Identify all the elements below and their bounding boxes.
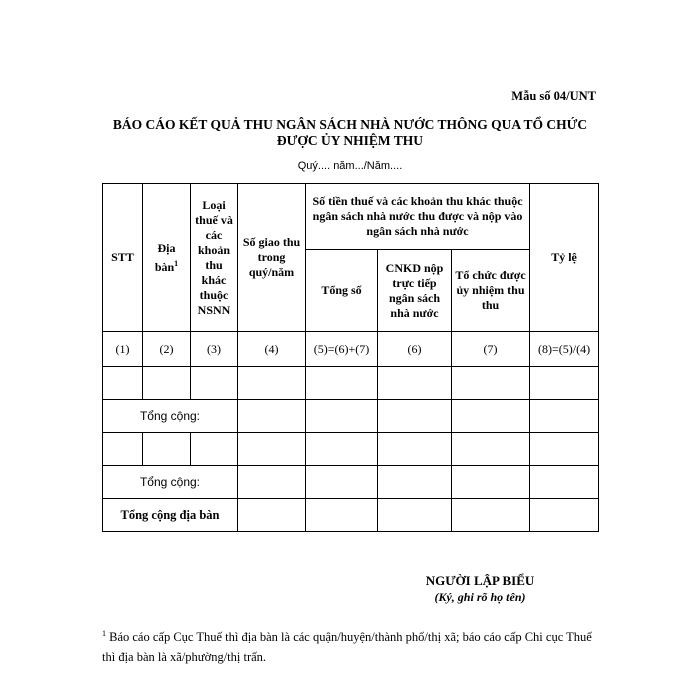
table-cell [306, 433, 378, 466]
footnote [102, 624, 602, 667]
table-cell [143, 433, 191, 466]
report-period: Quý.... năm.../Năm.... [297, 160, 403, 172]
report-table [102, 183, 599, 532]
column-number-1: (1) [103, 332, 143, 367]
subtotal-label: Tổng cộng: [103, 400, 238, 433]
header-so-giao-thu: Số giao thu trong quý/năm [238, 184, 306, 332]
header-cnkd: CNKD nộp trực tiếp ngân sách nhà nước [378, 250, 452, 332]
subtotal-label: Tổng cộng: [103, 466, 238, 499]
table-cell [378, 400, 452, 433]
table-cell [378, 433, 452, 466]
form-code: Mẫu số 04/UNT [511, 89, 596, 103]
grand-total-label: Tổng cộng địa bàn [103, 499, 238, 532]
table-cell [452, 466, 530, 499]
table-cell [238, 400, 306, 433]
table-cell [452, 499, 530, 532]
column-number-4: (4) [238, 332, 306, 367]
table-cell [238, 367, 306, 400]
table-cell [238, 499, 306, 532]
table-cell [306, 499, 378, 532]
header-dia-ban [143, 184, 191, 332]
table-cell [452, 367, 530, 400]
table-cell [143, 367, 191, 400]
table-cell [452, 400, 530, 433]
table-cell [191, 433, 238, 466]
table-cell [378, 499, 452, 532]
signer-note: (Ký, ghi rõ họ tên) [434, 590, 526, 604]
signer-block [400, 573, 560, 605]
column-number-row [103, 332, 599, 367]
table-cell [530, 400, 599, 433]
table-cell [452, 433, 530, 466]
table-cell [306, 466, 378, 499]
table-cell [530, 466, 599, 499]
table-cell [378, 367, 452, 400]
column-number-8: (8)=(5)/(4) [530, 332, 599, 367]
table-cell [103, 433, 143, 466]
header-to-chuc: Tổ chức được ủy nhiệm thu thu [452, 250, 530, 332]
signer-title: NGƯỜI LẬP BIỂU [425, 573, 535, 588]
column-number-3: (3) [191, 332, 238, 367]
table-cell [238, 466, 306, 499]
footnote-text: Báo cáo cấp Cục Thuế thì địa bàn là các quận/huyện/thành phố/thị xã; báo cáo cấp Chi cục Thuế thì địa bàn là xã/phường/thị trấn. [102, 630, 592, 665]
column-number-6: (6) [378, 332, 452, 367]
table-cell [306, 400, 378, 433]
subtotal-row [103, 466, 599, 499]
footnote-marker: 1 [102, 629, 106, 638]
table-cell [530, 499, 599, 532]
table-cell [378, 466, 452, 499]
header-tong-so: Tổng số [306, 250, 378, 332]
header-dia-ban-footnote-marker: 1 [174, 258, 179, 268]
table-row [103, 433, 599, 466]
table-cell [530, 367, 599, 400]
table-cell [238, 433, 306, 466]
table-cell [306, 367, 378, 400]
table-cell [530, 433, 599, 466]
column-number-5: (5)=(6)+(7) [306, 332, 378, 367]
report-title: BÁO CÁO KẾT QUẢ THU NGÂN SÁCH NHÀ NƯỚC THÔNG QUA TỔ CHỨC ĐƯỢC ỦY NHIỆM THU [112, 117, 588, 148]
table-cell [191, 367, 238, 400]
subtotal-row [103, 400, 599, 433]
header-loai-thue: Loại thuế và các khoản thu khác thuộc NSNN [191, 184, 238, 332]
column-number-7: (7) [452, 332, 530, 367]
header-dia-ban-label: Địa bàn [154, 240, 176, 274]
column-number-2: (2) [143, 332, 191, 367]
header-ty-le: Tỷ lệ [530, 184, 599, 332]
header-row-1 [103, 184, 599, 250]
grand-total-row [103, 499, 599, 532]
table-cell [103, 367, 143, 400]
header-so-tien-group: Số tiền thuế và các khoản thu khác thuộc ngân sách nhà nước thu được và nộp vào ngân sách nhà nước [306, 184, 530, 250]
table-row [103, 367, 599, 400]
header-stt: STT [103, 184, 143, 332]
